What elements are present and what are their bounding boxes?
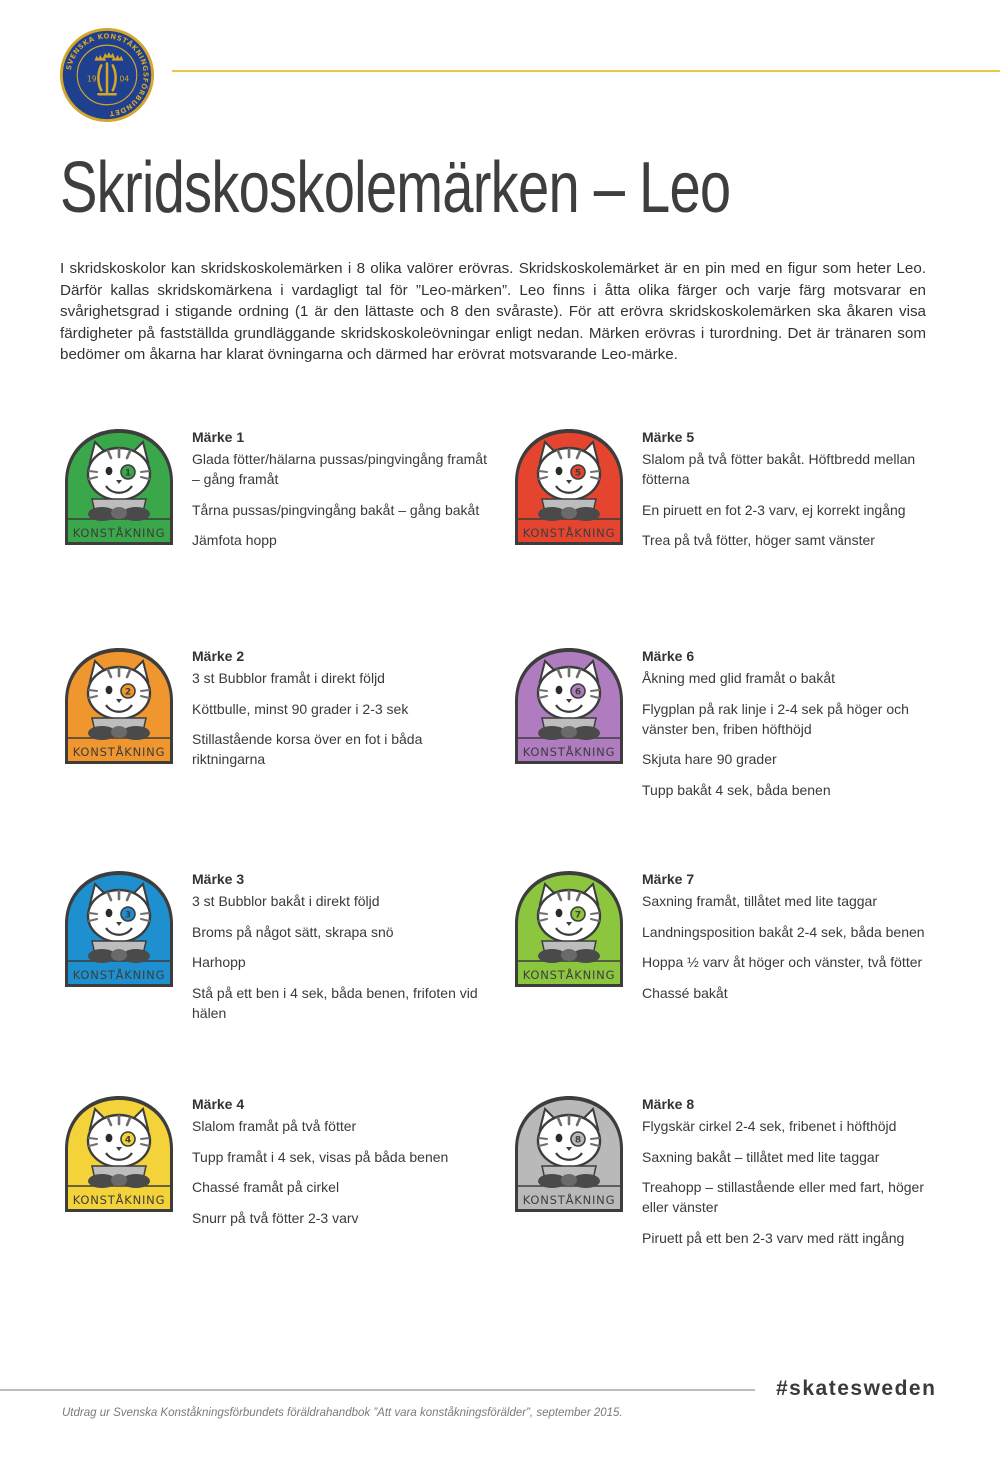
requirements-list bbox=[192, 668, 492, 769]
badge-label: KONSTÅKNING bbox=[522, 1193, 616, 1207]
leo-cat-icon bbox=[88, 1109, 150, 1188]
logo-text: SVENSKA KONSTÅKNINGSFÖRBUNDET bbox=[64, 32, 150, 118]
requirement-item: Snurr på två fötter 2-3 varv bbox=[192, 1209, 359, 1226]
requirement-item: Jämfota hopp bbox=[192, 532, 277, 548]
badge-title: Märke 5 bbox=[642, 429, 695, 445]
badge-title: Märke 6 bbox=[642, 648, 695, 664]
badge-number: 5 bbox=[574, 468, 582, 479]
requirement-item: Piruett på ett ben 2-3 varv med rätt ingång bbox=[642, 1229, 905, 1246]
badge-description bbox=[192, 1094, 492, 1238]
requirement-item: Slalom på två fötter bakåt. Höftbredd mellan fötterna bbox=[642, 451, 916, 487]
badge-number: 3 bbox=[124, 910, 132, 921]
badge-number: 2 bbox=[124, 687, 132, 698]
badge-description bbox=[642, 869, 942, 1013]
badge-title: Märke 4 bbox=[192, 1096, 245, 1112]
badge-title: Märke 1 bbox=[192, 429, 245, 445]
logo-year-left: 19 bbox=[86, 74, 97, 84]
requirement-item: Chassé framåt på cirkel bbox=[192, 1179, 340, 1195]
leo-cat-icon bbox=[88, 661, 150, 740]
requirements-list bbox=[192, 891, 492, 1023]
requirement-item: Harhopp bbox=[192, 954, 246, 970]
page-title: Skridskoskolemärken – Leo bbox=[60, 148, 731, 228]
badge-description bbox=[192, 646, 492, 780]
requirements-list bbox=[642, 891, 942, 1003]
requirement-item: Landningsposition bakåt 2-4 sek, båda benen bbox=[642, 923, 925, 940]
requirements-list bbox=[642, 449, 942, 550]
badge-description bbox=[192, 427, 492, 561]
footer-rule bbox=[0, 1389, 755, 1391]
badge-label: KONSTÅKNING bbox=[72, 968, 166, 982]
leo-badge-icon bbox=[512, 646, 627, 771]
hashtag: #skatesweden bbox=[776, 1377, 937, 1400]
badge-number: 6 bbox=[574, 687, 582, 698]
requirement-item: Broms på något sätt, skrapa snö bbox=[192, 923, 394, 940]
badge-number: 8 bbox=[574, 1135, 582, 1146]
badge-label: KONSTÅKNING bbox=[72, 745, 166, 759]
leo-cat-icon bbox=[88, 442, 150, 521]
badge-number: 7 bbox=[574, 910, 582, 921]
requirement-item: Hoppa ½ varv åt höger och vänster, två fötter bbox=[642, 954, 923, 970]
requirement-item: Saxning framåt, tillåtet med lite taggar bbox=[642, 893, 878, 909]
badge-number: 1 bbox=[124, 468, 132, 479]
requirement-item: Åkning med glid framåt o bakåt bbox=[642, 670, 835, 686]
badge-label: KONSTÅKNING bbox=[522, 968, 616, 982]
leo-badge-icon bbox=[512, 869, 627, 994]
intro-paragraph: I skridskoskolor kan skridskoskolemärken i 8 olika valörer erövras. Skridskoskolemärket är en pin med en figur som heter Leo. Därför kallas skridskomärkena i vardagligt tal för ”Leo-märken”. Leo finns i åtta olika färger och varje färg motsvarar en svårighetsgrad i stigande ordning (1 är den lättaste och 8 den svåraste). För att erövra skridskoskolemärken ska åkaren visa färdigheter på fastställda grundläggande skridskoskoleövningar enligt nedan. Märken erövras i turordning. Det är tränaren som bedömer om åkarna har klarat övningarna och därmed har erövrat motsvarande Leo-märke. bbox=[60, 260, 926, 363]
requirement-item: Slalom framåt på två fötter bbox=[192, 1118, 357, 1134]
leo-cat-icon bbox=[538, 884, 600, 963]
requirement-item: Tårna pussas/pingvingång bakåt – gång bakåt bbox=[192, 501, 480, 518]
requirement-item: 3 st Bubblor bakåt i direkt följd bbox=[192, 893, 380, 909]
requirement-item: Stillastående korsa över en fot i båda riktningarna bbox=[192, 731, 423, 767]
requirement-item: Chassé bakåt bbox=[642, 984, 728, 1001]
leo-badge-icon bbox=[62, 869, 177, 994]
badge-title: Märke 8 bbox=[642, 1096, 695, 1112]
requirement-item: En piruett en fot 2-3 varv, ej korrekt ingång bbox=[642, 501, 906, 518]
badge-description bbox=[642, 427, 942, 561]
badge-label: KONSTÅKNING bbox=[522, 526, 616, 540]
badge-label: KONSTÅKNING bbox=[72, 1193, 166, 1207]
leo-cat-icon bbox=[538, 442, 600, 521]
requirements-list bbox=[642, 1116, 942, 1248]
requirement-item: Trea på två fötter, höger samt vänster bbox=[642, 532, 875, 548]
requirement-item: Flygskär cirkel 2-4 sek, fribenet i höfthöjd bbox=[642, 1118, 897, 1134]
leo-cat-icon bbox=[538, 661, 600, 740]
leo-badge-icon bbox=[62, 646, 177, 771]
requirement-item: Saxning bakåt – tillåtet med lite taggar bbox=[642, 1148, 880, 1165]
logo-year-right: 04 bbox=[119, 74, 130, 84]
badge-number: 4 bbox=[124, 1135, 132, 1146]
badge-title: Märke 2 bbox=[192, 648, 245, 664]
requirements-list bbox=[192, 449, 492, 550]
header-rule bbox=[172, 70, 1000, 72]
badge-description bbox=[192, 869, 492, 1033]
federation-logo bbox=[59, 27, 155, 123]
badge-label: KONSTÅKNING bbox=[72, 526, 166, 540]
badge-title: Märke 7 bbox=[642, 871, 695, 887]
requirement-item: Köttbulle, minst 90 grader i 2-3 sek bbox=[192, 700, 409, 717]
badge-description bbox=[642, 646, 942, 810]
badge-title: Märke 3 bbox=[192, 871, 245, 887]
leo-badge-icon bbox=[512, 427, 627, 552]
badge-description bbox=[642, 1094, 942, 1258]
requirement-item: Stå på ett ben i 4 sek, båda benen, frifoten vid hälen bbox=[192, 984, 478, 1021]
requirements-list bbox=[192, 1116, 492, 1228]
badge-label: KONSTÅKNING bbox=[522, 745, 616, 759]
requirement-item: Flygplan på rak linje i 2-4 sek på höger och vänster ben, friben höfthöjd bbox=[642, 700, 909, 737]
leo-badge-icon bbox=[62, 427, 177, 552]
requirement-item: 3 st Bubblor framåt i direkt följd bbox=[192, 670, 385, 686]
leo-cat-icon bbox=[538, 1109, 600, 1188]
requirement-item: Tupp framåt i 4 sek, visas på båda benen bbox=[192, 1148, 449, 1165]
leo-badge-icon bbox=[62, 1094, 177, 1219]
source-footnote: Utdrag ur Svenska Konståkningsförbundets föräldrahandbok ”Att vara konståkningsförälder”, september 2015. bbox=[62, 1407, 623, 1419]
leo-badge-icon bbox=[512, 1094, 627, 1219]
requirement-item: Glada fötter/hälarna pussas/pingvingång framåt – gång framåt bbox=[192, 451, 487, 487]
requirement-item: Tupp bakåt 4 sek, båda benen bbox=[642, 781, 831, 798]
requirements-list bbox=[642, 668, 942, 800]
leo-cat-icon bbox=[88, 884, 150, 963]
requirement-item: Treahopp – stillastående eller med fart, höger eller vänster bbox=[642, 1179, 924, 1215]
requirement-item: Skjuta hare 90 grader bbox=[642, 751, 777, 767]
